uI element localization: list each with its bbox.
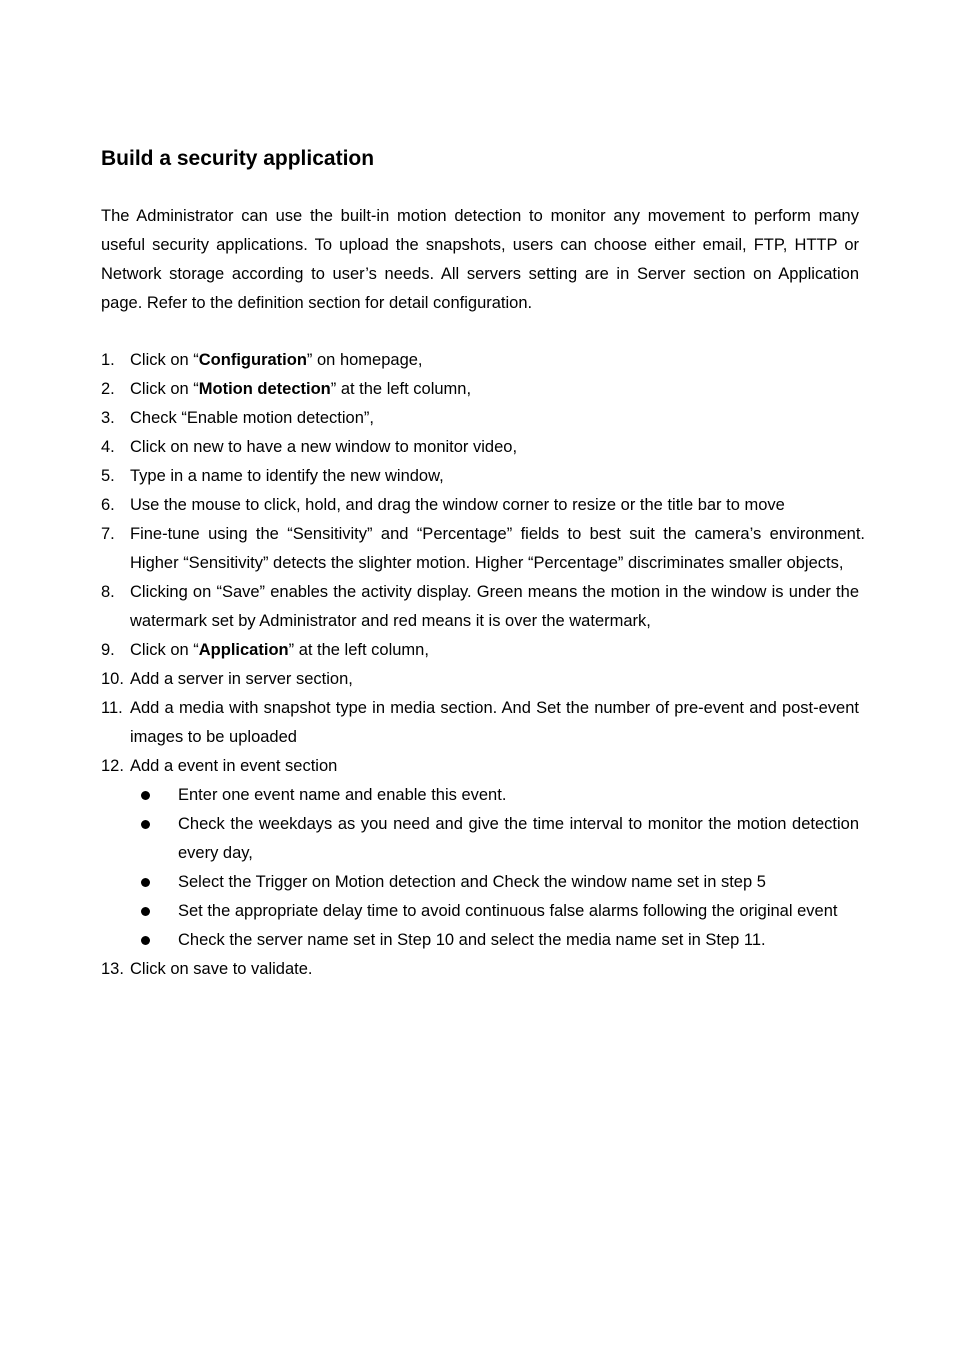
intro-paragraph: The Administrator can use the built-in motion detection to monitor any movement to perform many useful security applications. To upload the snapshots, users can choose either email, FTP, HTTP or Network storage according to user’s needs. All servers setting are in Server section on Application page. Refer to the definition section for detail configuration. — [101, 207, 859, 312]
step-text: Click on “Application” at the left column, — [130, 641, 429, 659]
list-item — [101, 462, 859, 491]
list-item — [101, 694, 859, 752]
step-text: Click on “Configuration” on homepage, — [130, 351, 423, 369]
list-item — [130, 897, 859, 926]
step-text: Check “Enable motion detection”, — [130, 409, 374, 427]
step-text: Click on new to have a new window to monitor video, — [130, 438, 518, 456]
step-number: 2. — [101, 380, 115, 398]
step-text: Add a event in event section — [130, 757, 338, 775]
step-number: 3. — [101, 409, 115, 427]
bullet-text: Check the weekdays as you need and give the time interval to monitor the motion detection every day, — [178, 815, 859, 862]
step-number: 8. — [101, 583, 115, 601]
bullet-icon — [141, 936, 150, 945]
list-item — [101, 375, 859, 404]
step-number: 6. — [101, 496, 115, 514]
list-item — [101, 752, 859, 955]
bold-term: Motion detection — [198, 380, 331, 398]
steps-list — [101, 346, 865, 984]
list-item — [130, 810, 859, 868]
list-item — [130, 868, 859, 897]
step-number: 12. — [101, 757, 124, 775]
list-item — [130, 926, 859, 955]
step-number: 4. — [101, 438, 115, 456]
step-number: 9. — [101, 641, 115, 659]
step-text: Add a server in server section, — [130, 670, 353, 688]
step-number: 10. — [101, 670, 124, 688]
bullet-icon — [141, 791, 150, 800]
list-item — [101, 346, 859, 375]
list-item — [101, 955, 859, 984]
step-text: Type in a name to identify the new window, — [130, 467, 444, 485]
bold-term: Application — [198, 641, 289, 659]
step-text: Clicking on “Save” enables the activity display. Green means the motion in the window is under the watermark set by Administrator and red means it is over the watermark, — [130, 583, 859, 630]
step-number: 7. — [101, 525, 115, 543]
bullet-text: Check the server name set in Step 10 and select the media name set in Step 11. — [178, 931, 766, 949]
list-item — [101, 491, 859, 520]
bullet-text: Enter one event name and enable this event. — [178, 786, 507, 804]
step-text: Click on save to validate. — [130, 960, 313, 978]
bold-term: Configuration — [198, 351, 307, 369]
bullet-text: Set the appropriate delay time to avoid continuous false alarms following the original event — [178, 902, 838, 920]
bullet-icon — [141, 907, 150, 916]
step-number: 13. — [101, 960, 124, 978]
list-item — [101, 404, 859, 433]
bullet-icon — [141, 820, 150, 829]
step-text: Click on “Motion detection” at the left column, — [130, 380, 472, 398]
list-item — [130, 781, 859, 810]
step-number: 11. — [101, 699, 123, 717]
event-substeps — [130, 781, 859, 955]
step-text: Add a media with snapshot type in media section. And Set the number of pre-event and post-event images to be uploaded — [130, 699, 859, 746]
step-text: Use the mouse to click, hold, and drag the window corner to resize or the title bar to move — [130, 496, 785, 514]
list-item — [101, 665, 859, 694]
bullet-text: Select the Trigger on Motion detection and Check the window name set in step 5 — [178, 873, 766, 891]
list-item — [101, 636, 859, 665]
step-number: 5. — [101, 467, 115, 485]
step-number: 1. — [101, 351, 115, 369]
page-title: Build a security application — [101, 147, 375, 170]
list-item — [101, 578, 859, 636]
list-item — [101, 520, 865, 578]
step-text: Fine-tune using the “Sensitivity” and “Percentage” fields to best suit the camera’s environment. Higher “Sensitivity” detects the slighter motion. Higher “Percentage” discriminates smaller objects, — [130, 525, 865, 572]
bullet-icon — [141, 878, 150, 887]
list-item — [101, 433, 859, 462]
